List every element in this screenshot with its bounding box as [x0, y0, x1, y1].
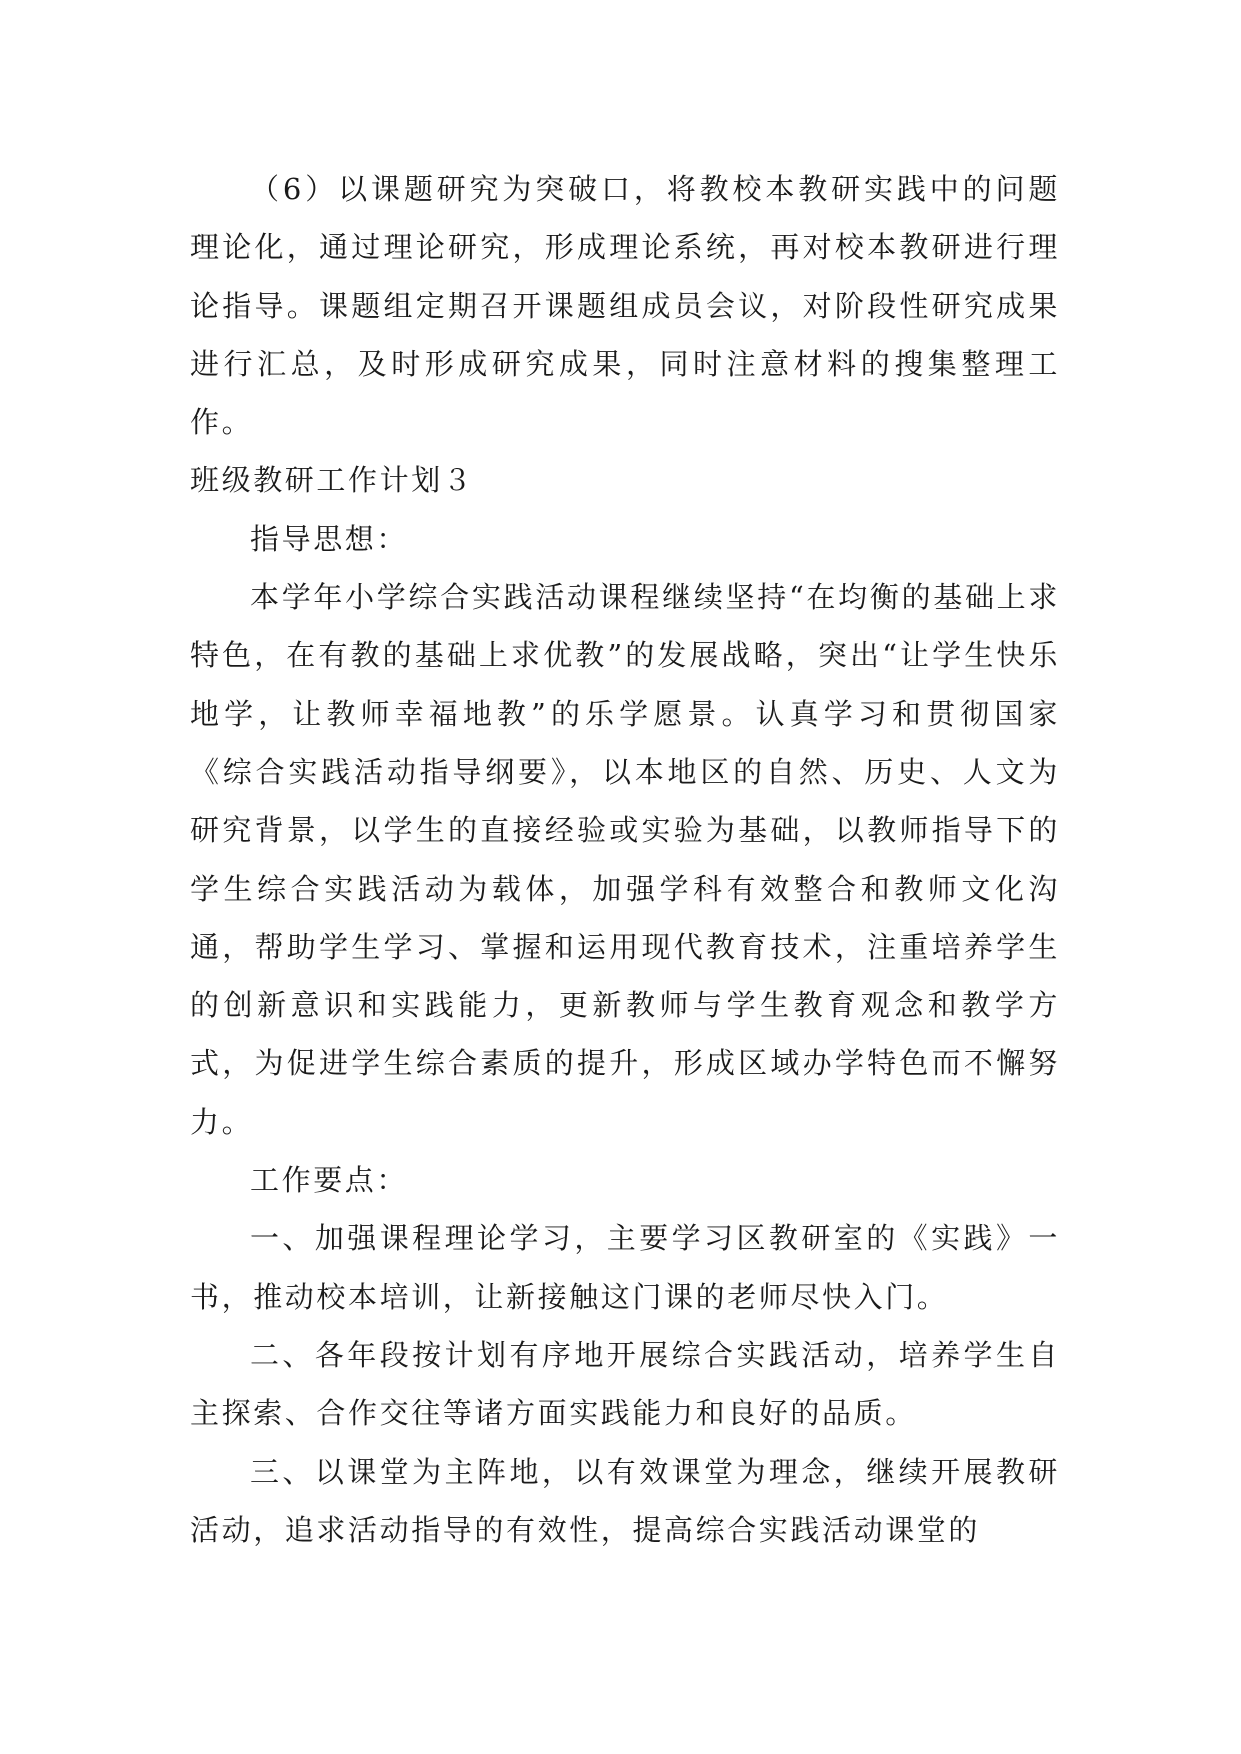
paragraph-point-two: 二、各年段按计划有序地开展综合实践活动，培养学生自主探索、合作交往等诸方面实践能力和良好的品质。 [190, 1337, 1060, 1431]
paragraph-guiding-thought: 本学年小学综合实践活动课程继续坚持“在均衡的基础上求特色，在有教的基础上求优教”的发展战略，突出“让学生快乐地学，让教师幸福地教”的乐学愿景。认真学习和贯彻国家《综合实践活动指导纲要》，以本地区的自然、历史、人文为研究背景，以学生的直接经验或实验为基础，以教师指导下的学生综合实践活动为载体，加强学科有效整合和教师文化沟通，帮助学生学习、掌握和运用现代教育技术，注重培养学生的创新意识和实践能力，更新教师与学生教育观念和教学方式，为促进学生综合素质的提升，形成区域办学特色而不懈努力。 [190, 580, 1060, 1139]
paragraph-point-three: 三、以课堂为主阵地，以有效课堂为理念，继续开展教研活动，追求活动指导的有效性，提高综合实践活动课堂的 [190, 1454, 1060, 1547]
section-heading: 班级教研工作计划３ [190, 463, 475, 498]
document-body [190, 160, 1060, 1559]
subheading-work-points: 工作要点： [250, 1163, 409, 1198]
subheading-guiding-thought: 指导思想： [250, 521, 409, 556]
paragraph-research-breakthrough: （6）以课题研究为突破口，将教校本教研实践中的问题理论化，通过理论研究，形成理论系统，再对校本教研进行理论指导。课题组定期召开课题组成员会议，对阶段性研究成果进行汇总，及时形成研究成果，同时注意材料的搜集整理工作。 [190, 172, 1060, 440]
paragraph-point-one: 一、加强课程理论学习，主要学习区教研室的《实践》一书，推动校本培训，让新接触这门课的老师尽快入门。 [190, 1221, 1060, 1314]
